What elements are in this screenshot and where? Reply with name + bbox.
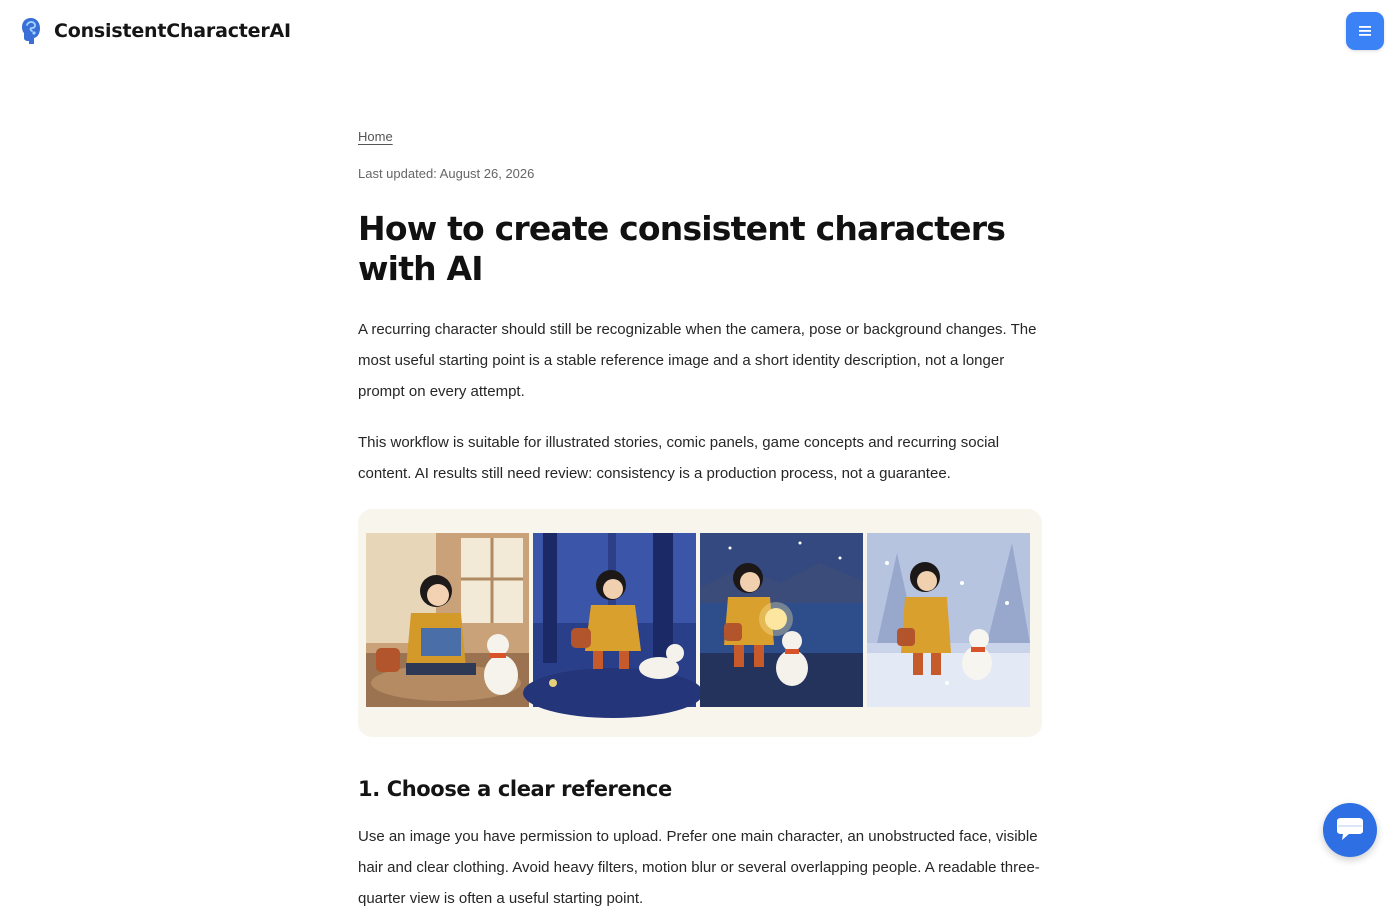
intro-paragraph: This workflow is suitable for illustrated stories, comic panels, game concepts and recurring social content. AI results still need review: consistency is a production process, not a guarantee.	[358, 434, 1000, 483]
gallery-image-snow	[867, 533, 1030, 707]
menu-button[interactable]	[1346, 12, 1384, 50]
chat-bubble-icon	[1335, 817, 1365, 843]
page-title: How to create consistent characters with AI	[358, 209, 1006, 288]
intro-paragraph: A recurring character should still be recognizable when the camera, pose or background changes. The most useful starting point is a stable reference image and a short identity description, not a longer prompt on every attempt.	[358, 321, 1037, 401]
brain-head-icon	[20, 16, 42, 46]
site-header	[0, 0, 1400, 64]
article	[358, 128, 1042, 914]
brand-name: ConsistentCharacterAI	[54, 20, 291, 42]
gallery-image-forest	[533, 533, 696, 707]
chat-button[interactable]	[1323, 803, 1377, 857]
gallery-image-reading	[366, 533, 529, 707]
character-gallery	[358, 509, 1042, 737]
gallery-image-lantern	[700, 533, 863, 707]
last-updated: Last updated: August 26, 2026	[358, 166, 535, 181]
brand[interactable]	[20, 16, 291, 46]
section-heading: 1. Choose a clear reference	[358, 777, 672, 802]
hamburger-menu-icon	[1359, 26, 1371, 36]
breadcrumb-home-link[interactable]: Home	[358, 129, 393, 144]
section-paragraph: Use an image you have permission to upload. Prefer one main character, an unobstructed face, visible hair and clear clothing. Avoid heavy filters, motion blur or several overlapping people. A readable three-quarter view is often a useful starting point.	[358, 828, 1040, 908]
